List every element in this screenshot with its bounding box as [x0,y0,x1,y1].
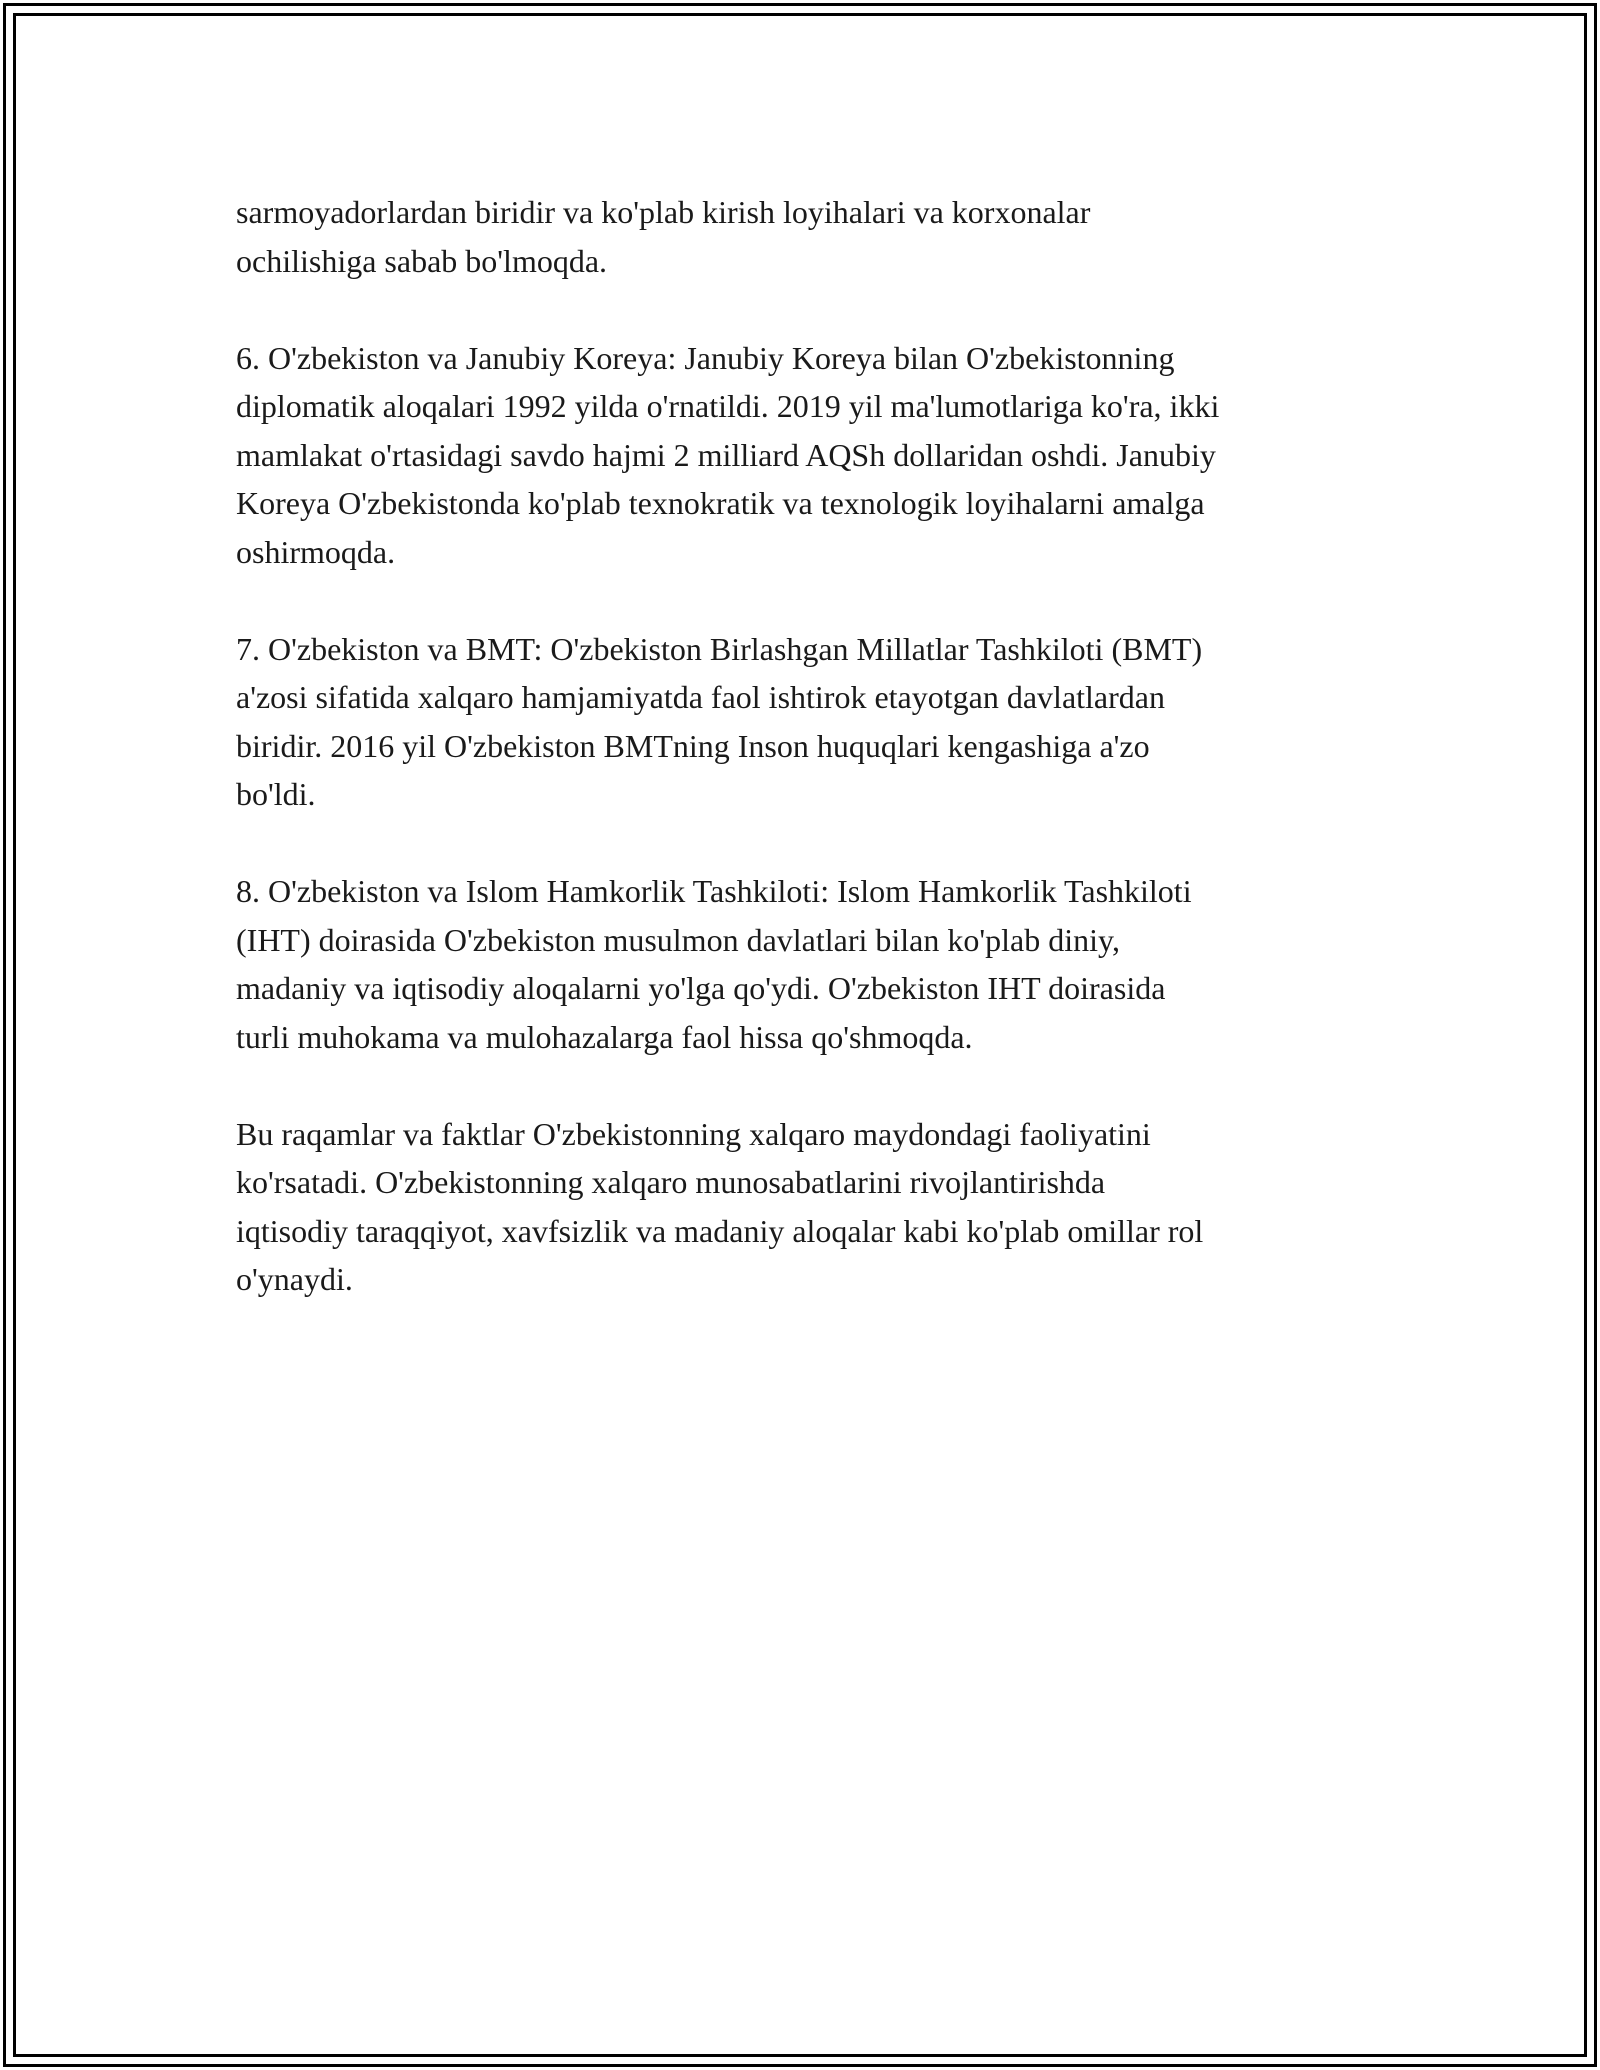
document-body [236,188,1386,1352]
paragraph-un: 7. O'zbekiston va BMT: O'zbekiston Birlashgan Millatlar Tashkiloti (BMT) a'zosi sifatida xalqaro hamjamiyatda faol ishtirok etayotgan davlatlardan biridir. 2016 yil O'zbekiston BMTning Inson huquqlari kengashiga a'zo bo'ldi. [236,630,1203,812]
paragraph-oic: 8. O'zbekiston va Islom Hamkorlik Tashkiloti: Islom Hamkorlik Tashkiloti (IHT) doirasida O'zbekiston musulmon davlatlari bilan ko'plab diniy, madaniy va iqtisodiy aloqalarni yo'lga qo'ydi. O'zbekiston IHT doirasida turli muhokama va mulohazalarga faol hissa qo'shmoqda. [236,873,1192,1055]
paragraph-conclusion: Bu raqamlar va faktlar O'zbekistonning xalqaro maydondagi faoliyatini ko'rsatadi. O'zbekistonning xalqaro munosabatlarini rivojlantirishda iqtisodiy taraqqiyot, xavfsizlik va madaniy aloqalar kabi ko'plab omillar rol o'ynaydi. [236,1115,1204,1297]
paragraph-south-korea: 6. O'zbekiston va Janubiy Koreya: Janubiy Koreya bilan O'zbekistonning diplomatik aloqalari 1992 yilda o'rnatildi. 2019 yil ma'lumotlariga ko'ra, ikki mamlakat o'rtasidagi savdo hajmi 2 milliard AQSh dollaridan oshdi. Janubiy Koreya O'zbekistonda ko'plab texnokratik va texnologik loyihalarni amalga oshirmoqda. [236,339,1220,570]
paragraph-investment-continuation: sarmoyadorlardan biridir va ko'plab kirish loyihalari va korxonalar ochilishiga sabab bo'lmoqda. [236,194,1091,279]
